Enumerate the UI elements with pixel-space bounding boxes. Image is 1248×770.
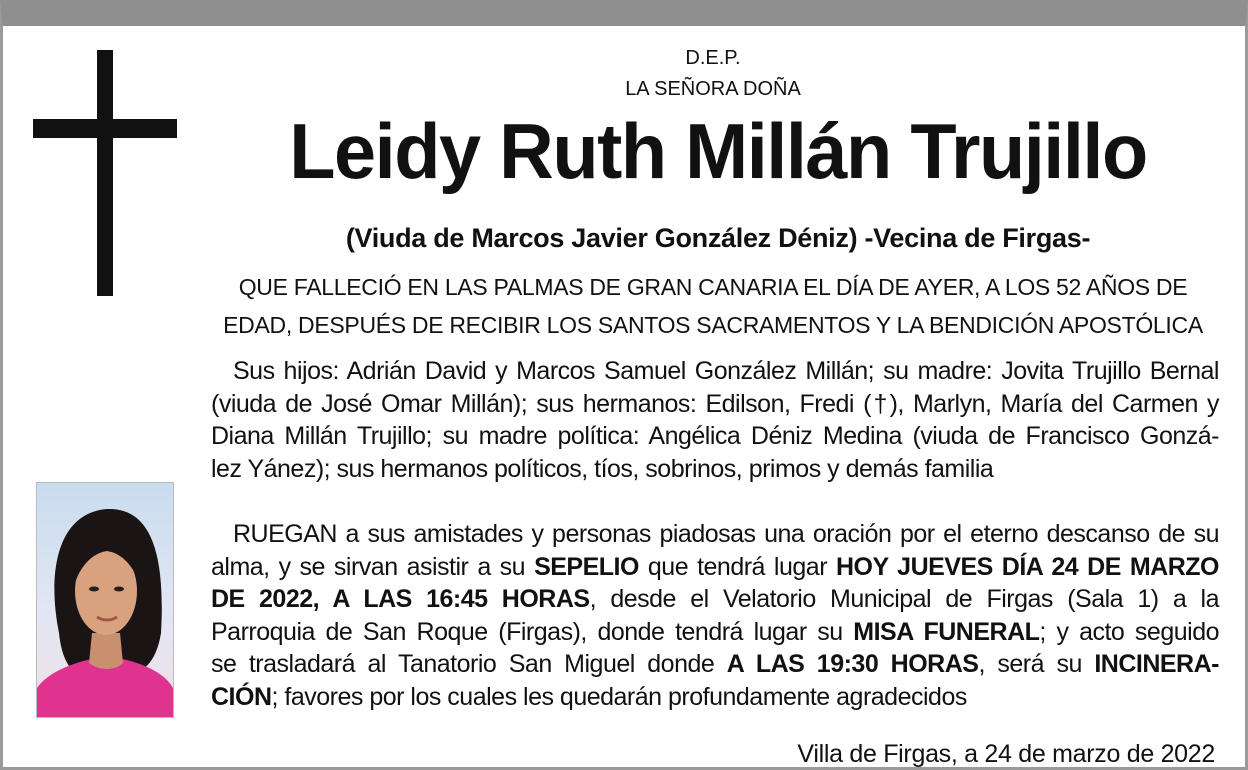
request-text: RUEGAN a sus amistades y personas piadosas una oración por el eterno descanso de su	[233, 520, 1219, 548]
portrait-photo	[36, 482, 174, 718]
cremation-keyword: CIÓN	[211, 682, 272, 711]
request-line	[211, 616, 1219, 649]
family-line: Sus hijos: Adrián David y Marcos Samuel González Millán; su madre: Jovita Trujillo Bernal	[233, 357, 1219, 385]
burial-keyword: SEPELIO	[534, 552, 639, 581]
request-text: se trasladará al Tanatorio San Miguel donde	[211, 650, 727, 678]
place-and-date: Villa de Firgas, a 24 de marzo de 2022	[797, 740, 1215, 768]
request-line	[211, 583, 1219, 616]
request-line	[211, 681, 1219, 714]
cremation-keyword: INCINERA-	[1094, 650, 1219, 678]
burial-date: HOY JUEVES DÍA 24 DE MARZO	[835, 552, 1219, 581]
cremation-time: A LAS 19:30 HORAS	[726, 650, 979, 678]
request-text: , desde el Velatorio Municipal de Firgas (Sala 1) a la	[589, 585, 1219, 613]
request-line	[211, 518, 1219, 551]
family-line: lez Yánez); sus hermanos políticos, tíos, sobrinos, primos y demás familia	[211, 454, 994, 483]
request-text: ; favores por los cuales les quedarán profundamente agradecidos	[271, 682, 967, 711]
portrait-illustration	[37, 483, 173, 717]
dep-heading: D.E.P.	[685, 47, 741, 69]
family-line: Diana Millán Trujillo; su madre política: Angélica Déniz Medina (viuda de Francisco Gonzá-	[211, 422, 1219, 450]
request-text: que tendrá lugar	[638, 552, 836, 581]
family-line: (viuda de José Omar Millán); sus hermanos: Edilson, Fredi (†), Marlyn, María del Carmen y	[211, 389, 1219, 418]
request-line	[211, 551, 1219, 584]
deceased-name: Leidy Ruth Millán Trujillo	[289, 107, 1147, 195]
burial-time: DE 2022, A LAS 16:45 HORAS	[211, 585, 590, 613]
cross-vertical-bar	[97, 50, 113, 296]
request-text: , será su	[978, 650, 1095, 678]
family-paragraph	[211, 355, 1219, 485]
request-text: alma, y se sirvan asistir a su	[211, 552, 535, 581]
subtitle: (Viuda de Marcos Javier González Déniz) -Vecina de Firgas-	[345, 223, 1091, 253]
honorific: LA SEÑORA DOÑA	[625, 78, 801, 100]
funeral-mass-keyword: MISA FUNERAL	[853, 617, 1040, 646]
death-notice-line-2: EDAD, DESPUÉS DE RECIBIR LOS SANTOS SACRAMENTOS Y LA BENDICIÓN APOSTÓLICA	[223, 312, 1203, 338]
request-text: Parroquia de San Roque (Firgas), donde tendrá lugar su	[211, 617, 854, 646]
request-paragraph	[211, 518, 1219, 713]
cross-horizontal-bar	[33, 119, 177, 138]
request-text: ; y acto seguido	[1039, 617, 1219, 646]
request-line	[211, 648, 1219, 681]
death-notice-line-1: QUE FALLECIÓ EN LAS PALMAS DE GRAN CANARIA EL DÍA DE AYER, A LOS 52 AÑOS DE	[238, 274, 1188, 300]
